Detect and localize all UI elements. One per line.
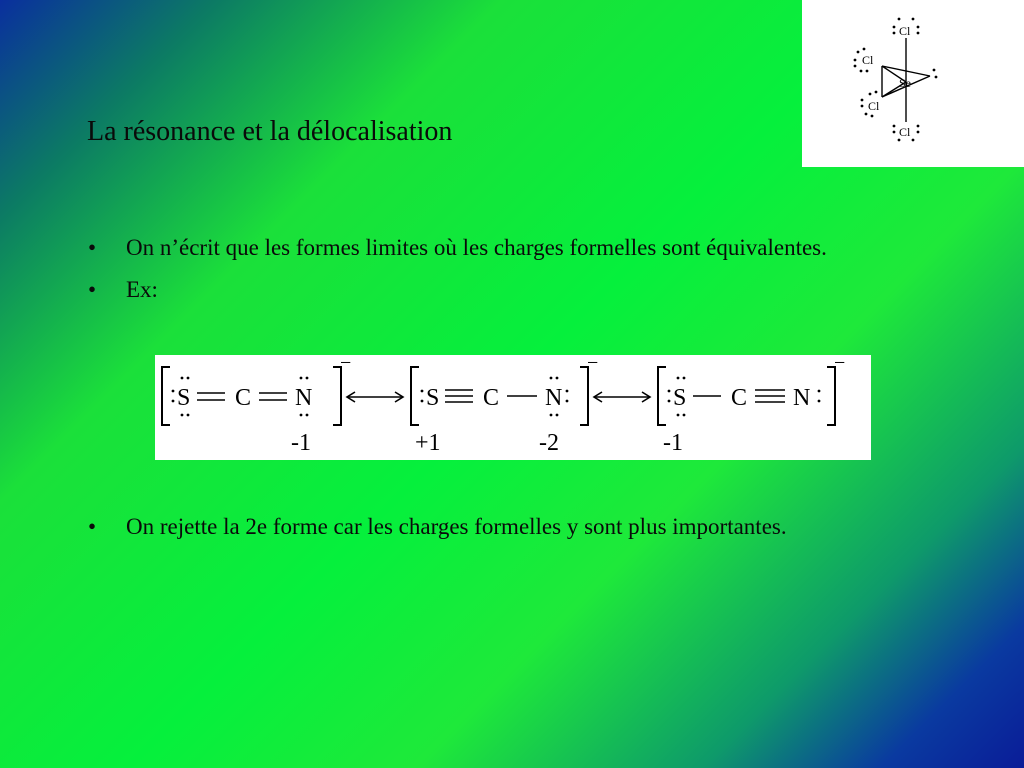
secl4-atom-label: Cl	[868, 99, 880, 113]
bullet-dot: •	[88, 235, 97, 260]
secl4-atom-label: Cl	[899, 24, 911, 38]
thiocyanate-resonance-figure	[155, 355, 871, 460]
slide-title: La résonance et la délocalisation	[87, 116, 453, 147]
bullet-dot: •	[88, 277, 97, 302]
bullet-list-top	[88, 231, 848, 307]
atom-label: N	[545, 385, 563, 411]
secl4-lewis-figure	[802, 0, 1024, 167]
atom-label: S	[177, 385, 191, 411]
ion-charge: −	[834, 355, 846, 374]
formal-charge: -1	[663, 430, 683, 456]
atom-label: C	[483, 385, 500, 411]
secl4-atom-label: Cl	[862, 53, 874, 67]
atom-label: N	[295, 385, 313, 411]
atom-label: C	[235, 385, 252, 411]
formal-charge: -2	[539, 430, 559, 456]
bullet-dot: •	[88, 514, 97, 539]
atom-label: S	[673, 385, 687, 411]
secl4-atom-label: Cl	[899, 125, 911, 139]
atom-label: C	[731, 385, 748, 411]
bullet-text: On n’écrit que les formes limites où les charges formelles sont équivalentes.	[126, 235, 827, 260]
formal-charge: +1	[415, 430, 441, 456]
bullet-item	[88, 510, 828, 544]
atom-label: N	[793, 385, 811, 411]
secl4-atom-label: Se	[899, 76, 911, 90]
bullet-item	[88, 273, 848, 307]
formal-charge: -1	[291, 430, 311, 456]
bullet-text: On rejette la 2e forme car les charges formelles y sont plus importantes.	[126, 514, 787, 539]
ion-charge: −	[587, 355, 599, 374]
atom-label: S	[426, 385, 440, 411]
bullet-list-bottom	[88, 510, 828, 544]
bullet-item	[88, 231, 848, 265]
ion-charge: −	[340, 355, 352, 374]
bullet-text: Ex:	[126, 277, 158, 302]
